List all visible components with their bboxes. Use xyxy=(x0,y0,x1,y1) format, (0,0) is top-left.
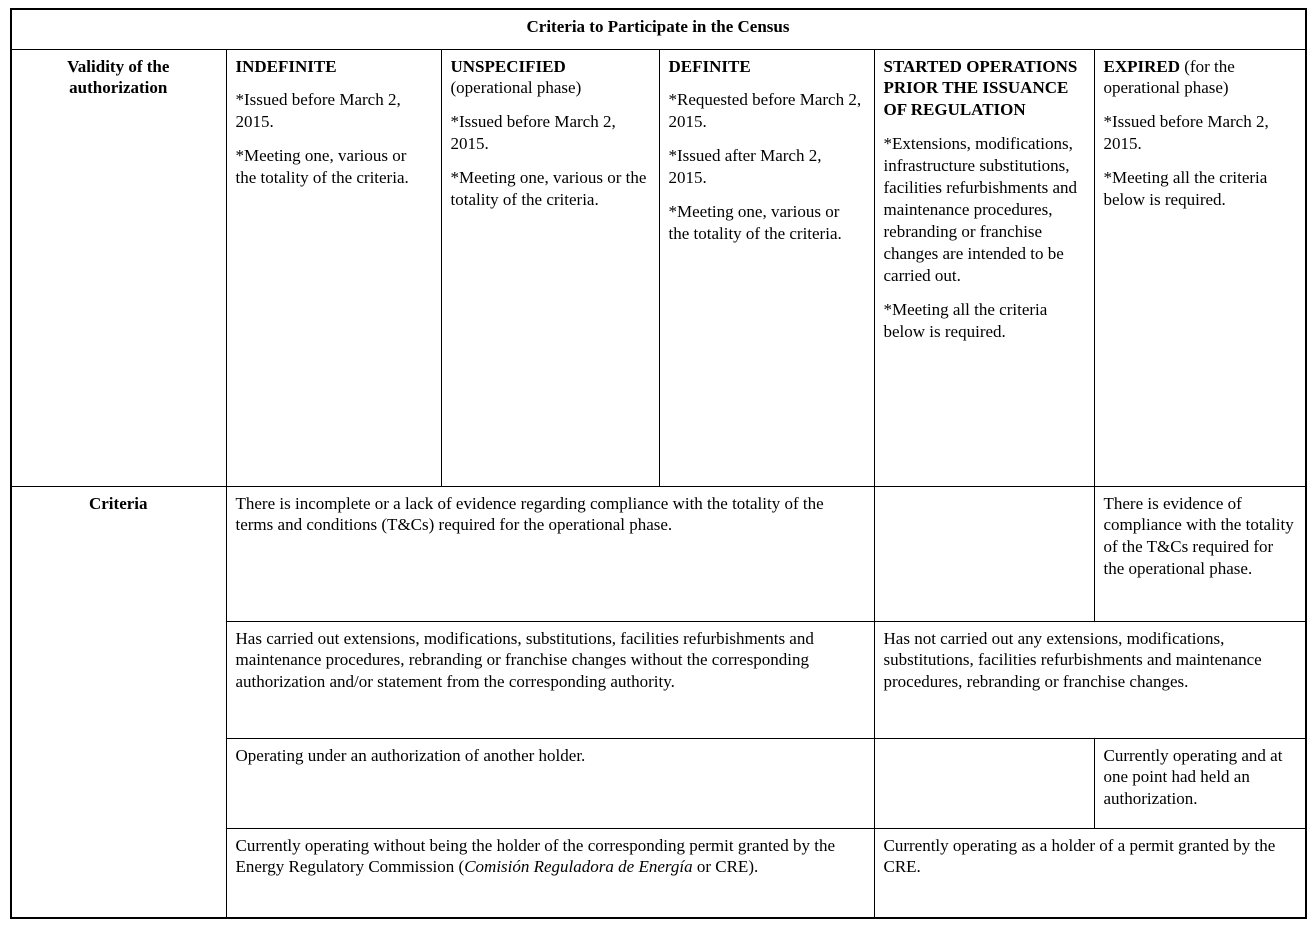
column-heading-indefinite xyxy=(236,56,431,78)
row-header-criteria: Criteria xyxy=(11,486,226,918)
criteria-text: There is evidence of compliance with the totality of the T&Cs required for the operational phase. xyxy=(1103,493,1294,579)
column-heading-expired xyxy=(1104,56,1296,100)
criteria-row-1 xyxy=(11,486,1306,621)
criteria-text: Currently operating as a holder of a permit granted by the CRE. xyxy=(883,835,1276,877)
table-title: Criteria to Participate in the Census xyxy=(11,9,1306,49)
validity-col-unspecified xyxy=(441,49,659,486)
column-heading-started-operations xyxy=(884,56,1084,122)
criteria-text: Has carried out extensions, modifications, substitutions, facilities refurbishments and maintenance procedures, rebranding or franchise changes without the corresponding authorization and/or statement from the corresponding authority. xyxy=(235,628,814,692)
column-heading-text: STARTED OPERATIONS PRIOR THE ISSUANCE OF REGULATION xyxy=(883,56,1078,120)
row-header-validity: Validity of the authorization xyxy=(11,49,226,486)
column-heading-text: DEFINITE xyxy=(668,56,751,76)
column-heading-note: (for the operational phase) xyxy=(1103,56,1235,98)
criteria-text: There is incomplete or a lack of evidence regarding compliance with the totality of the terms and conditions (T&Cs) required for the operational phase. xyxy=(235,493,824,535)
criteria-text-prefix: Currently operating without being the holder of the corresponding permit granted by the Energy Regulatory Commission ( xyxy=(235,835,836,877)
criterion-text: *Requested before March 2, 2015. xyxy=(668,90,862,132)
column-heading-text: INDEFINITE xyxy=(235,56,337,76)
criteria-r1-left-cell xyxy=(226,486,874,621)
criterion-text: *Meeting one, various or the totality of the criteria. xyxy=(235,146,409,188)
validity-row xyxy=(11,49,1306,486)
criteria-r3-left-cell xyxy=(226,738,874,828)
criteria-text: Operating under an authorization of another holder. xyxy=(235,745,586,765)
criteria-r2-left-cell xyxy=(226,621,874,738)
criterion-text: *Issued before March 2, 2015. xyxy=(235,90,401,132)
criteria-text: Currently operating and at one point had held an authorization. xyxy=(1103,745,1283,809)
column-heading-unspecified xyxy=(451,56,649,100)
criterion-text: *Meeting all the criteria below is required. xyxy=(883,299,1048,341)
criteria-r2-right-cell xyxy=(874,621,1306,738)
criterion-text: *Meeting all the criteria below is required. xyxy=(1103,168,1268,210)
criterion-text: *Issued after March 2, 2015. xyxy=(668,146,822,188)
column-heading-definite xyxy=(669,56,864,78)
criterion-text: *Meeting one, various or the totality of the criteria. xyxy=(668,202,842,244)
column-heading-text: UNSPECIFIED xyxy=(450,56,566,76)
criteria-text-italic: Comisión Reguladora de Energía xyxy=(464,857,693,877)
validity-col-definite xyxy=(659,49,874,486)
criterion-text: *Extensions, modifications, infrastructure substitutions, facilities refurbishments and maintenance procedures, rebranding or franchise changes are intended to be carried out. xyxy=(883,134,1078,285)
criterion-text: *Issued before March 2, 2015. xyxy=(450,112,616,154)
criteria-r3-empty-cell xyxy=(874,738,1094,828)
validity-col-indefinite xyxy=(226,49,441,486)
criteria-r4-right-cell xyxy=(874,828,1306,918)
criterion-text: *Issued before March 2, 2015. xyxy=(1103,112,1269,154)
criteria-text: Has not carried out any extensions, modifications, substitutions, facilities refurbishments and maintenance procedures, rebranding or franchise changes. xyxy=(883,628,1262,692)
column-heading-text: EXPIRED xyxy=(1103,56,1181,76)
title-row xyxy=(11,9,1306,49)
census-criteria-table xyxy=(10,8,1307,919)
criteria-text xyxy=(236,835,864,879)
validity-col-started-operations xyxy=(874,49,1094,486)
criteria-r1-empty-cell xyxy=(874,486,1094,621)
validity-col-expired xyxy=(1094,49,1306,486)
column-heading-note: (operational phase) xyxy=(450,78,582,98)
criteria-text-suffix: or CRE). xyxy=(692,857,759,877)
criteria-r3-right-cell xyxy=(1094,738,1306,828)
criteria-r1-right-cell xyxy=(1094,486,1306,621)
criteria-r4-left-cell xyxy=(226,828,874,918)
criterion-text: *Meeting one, various or the totality of the criteria. xyxy=(450,168,647,210)
